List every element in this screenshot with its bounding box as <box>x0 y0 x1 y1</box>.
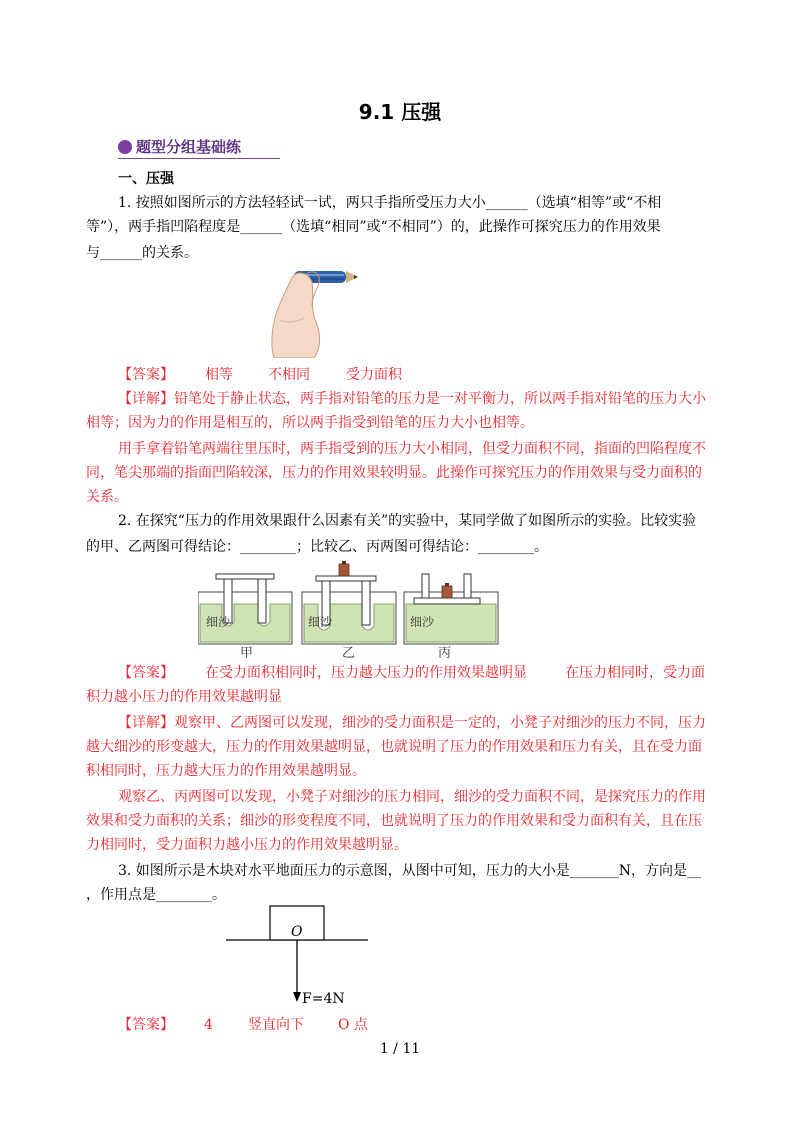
q1-answer-3: 受力面积 <box>346 367 402 383</box>
q2-detail-line2: 越大细沙的形变越大，压力的作用效果越明显，也就说明了压力的作用效果和压力有关，且在受力面 <box>86 739 702 755</box>
hand-pencil-figure <box>266 262 366 358</box>
q2-line2: 的甲、乙两图可得结论：________；比较乙、丙两图可得结论：________。 <box>86 539 548 555</box>
experiment-yi <box>302 561 396 644</box>
q2-answer-tag: 【答案】 <box>118 665 174 681</box>
q1-answer-tag: 【答案】 <box>118 367 174 383</box>
q2-detail-line3: 积相同时，压力越大压力的作用效果越明显。 <box>86 763 366 779</box>
figure-label-yi: 乙 <box>342 646 356 658</box>
section-badge <box>118 136 280 159</box>
q2-answer-3: 积力越小压力的作用效果越明显 <box>86 689 282 705</box>
page-number: 1 / 11 <box>379 1041 421 1057</box>
badge-label: 题型分组基础练 <box>136 138 242 156</box>
q3-line1: 3. 如图所示是木块对水平地面压力的示意图，从图中可知，压力的大小是_______N，方向是__ <box>118 863 702 879</box>
q1-detail-line5: 关系。 <box>86 489 128 505</box>
q2-detail-line4: 观察乙、丙两图可以发现，小凳子对细沙的压力相同，细沙的受力面积不同，是探究压力的作用 <box>118 789 706 805</box>
q3-answer-3: O 点 <box>338 1017 368 1033</box>
q1-answer-1: 相等 <box>205 367 233 383</box>
q3-answer-1: 4 <box>204 1017 213 1033</box>
sand-experiment-figure <box>198 560 502 658</box>
hand-icon <box>272 272 320 358</box>
q2-answer-1: 在受力面积相同时，压力越大压力的作用效果越明显 <box>205 665 527 681</box>
q1-detail-line1 <box>118 386 706 413</box>
q1-detail-text: 铅笔处于静止状态，两手指对铅笔的压力是一对平衡力，所以两手指对铅笔的压力大小 <box>174 391 706 407</box>
q2-line1: 2. 在探究“压力的作用效果跟什么因素有关”的实验中，某同学做了如图所示的实验。比较实验 <box>118 513 697 529</box>
arrow-head-icon <box>293 992 301 1002</box>
q2-detail-line1 <box>118 710 706 737</box>
weight-icon <box>442 586 452 598</box>
q2-detail-line5: 效果和受力面积的关系；细沙的形变程度不同，也就说明了压力的作用效果和受力面积有关，且在压 <box>86 813 702 829</box>
q1-detail-tag: 【详解】 <box>118 391 174 407</box>
q3-line2: ，作用点是________。 <box>86 887 226 903</box>
q1-line3: 与______的关系。 <box>86 245 198 261</box>
circle-bullet-icon <box>118 140 132 154</box>
point-label: O <box>291 924 303 940</box>
section-heading: 一、压强 <box>118 171 174 187</box>
sand-label-jia: 细沙 <box>206 615 231 629</box>
force-diagram <box>222 902 382 1010</box>
q1-answer-2: 不相同 <box>268 367 310 383</box>
q1-line2: 等”），两手指凹陷程度是______（选填“相同”或“不相同”）的，此操作可探究压力的作用效果 <box>86 219 661 235</box>
page-title: 9.1 压强 <box>358 100 442 124</box>
figure-label-bing: 丙 <box>438 646 452 658</box>
q2-detail-line6: 力相同时，受力面积力越小压力的作用效果越明显。 <box>86 837 408 853</box>
experiment-bing <box>404 574 498 644</box>
q2-answer-2: 在压力相同时，受力面 <box>565 665 705 681</box>
q1-line1: 1. 按照如图所示的方法轻轻试一试，两只手指所受压力大小______（选填“相等”或“不相 <box>118 195 662 211</box>
q3-answer-2: 竖直向下 <box>248 1017 304 1033</box>
sand-label-yi: 细沙 <box>308 615 333 629</box>
experiment-jia <box>198 574 292 644</box>
q1-detail-line3: 用手拿着铅笔两端往里压时，两手指受到的压力大小相同，但受力面积不同，指面的凹陷程度不 <box>118 441 706 457</box>
force-label: F=4N <box>302 991 345 1007</box>
figure-label-jia: 甲 <box>240 646 254 658</box>
sand-label-bing: 细沙 <box>410 615 435 629</box>
q2-detail-text: 观察甲、乙两图可以发现，细沙的受力面积是一定的，小凳子对细沙的压力不同，压力 <box>174 715 706 731</box>
q1-detail-line2: 相等；因为力的作用是相互的，所以两手指受到铅笔的压力大小也相等。 <box>86 415 534 431</box>
q1-detail-line4: 同，笔尖那端的指面凹陷较深，压力的作用效果较明显。此操作可探究压力的作用效果与受力面积的 <box>86 465 702 481</box>
q2-detail-tag: 【详解】 <box>118 715 174 731</box>
weight-icon <box>339 564 349 576</box>
q3-answer-tag: 【答案】 <box>118 1017 174 1033</box>
